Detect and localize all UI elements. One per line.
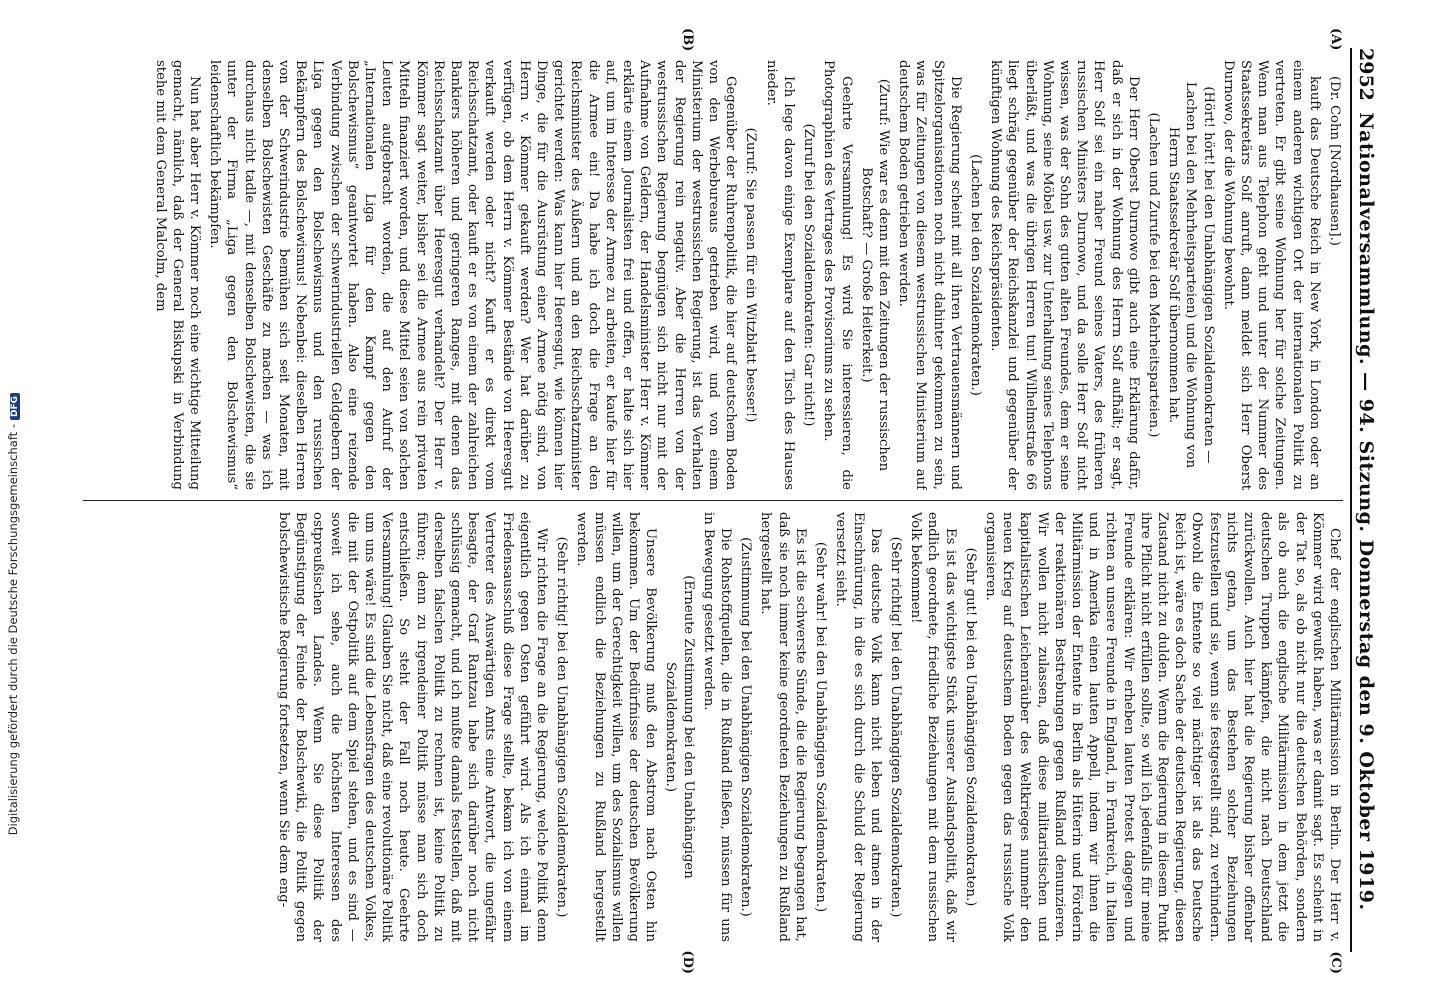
right-text-column	[83, 512, 1343, 942]
paragraph: Nun hat aber Herr v. Kömmer noch eine wichtige Mitteilung gemacht, nämlich, daß der General Biskupski in Verbindung stehe mit dem General Malcolm, dem	[152, 60, 202, 490]
document-page	[65, 20, 1395, 980]
paragraph: (Dr. Cohn [Nordhausen].)	[1327, 76, 1342, 246]
interjection: (Zuruf bei den Sozialdemokraten: Gar nicht!)	[801, 123, 817, 427]
interjection: (Sehr gut! bei den Unabhängigen Sozialdemokraten.)	[962, 547, 978, 907]
interjection: (Zuruf: Wie war es denn mit den Zeitungen der russischen Botschaft? — Große Heiterkeit.)	[858, 78, 891, 472]
margin-marker-c: (C)	[1328, 951, 1343, 974]
paragraph: Chef der englischen Militärmission in Berlin. Der Herr v. Kömmer wird gewußt haben, was er damit sagt. Es scheint in der Tat so, als ob nicht nur die deutschen Behörden, sondern als ob auch die englische Militärmission in dem jetzt die deutschen Truppen kämpfen, die nicht nach Deutschland zurückwollen. Auch hier hat die Regierung bisher offenbar nichts getan, um das Bestehen solcher Beziehungen festzustellen und sie, wenn sie festgestellt sind, zu verhindern. Obwohl die Entente so viel mächtiger ist als das Deutsche Reich ist, wäre es doch Sache der deutschen Regierung, diesen Zustand nicht zu dulden. Wenn die Regierung in diesem Punkt ihre Pflicht nicht erfüllen sollte, so will ich jedenfalls für meine Freunde erklären: Wir erheben lauten Protest dagegen und richten an unsere Freunde in England, in Frankreich, in Italien und in Amerika einen lauten Appell, indem wir ihnen die Militärmission der Entente in Berlin als Hüterin und Förderin der reaktionären Bestrebungen gegen Rußland denunzieren. Wir wollen nicht zulassen, daß diese militaristischen und kapitalistischen Leichenräuber des Weltkrieges nunmehr den neuen Krieg auf deutschem Boden gegen das russische Volk organisieren.	[982, 512, 1342, 942]
interjection: (Zuruf: Sie passen für ein Witzblatt besser!)	[743, 127, 759, 423]
paragraph: Das deutsche Volk kann nicht leben und atmen in der Einschnürung, in die es sich durch die Schuld der Regierung versetzt sieht.	[833, 512, 883, 942]
page-title: Nationalversammlung. — 94. Sitzung. Donnerstag den 9. Oktober 1919.	[1355, 112, 1377, 911]
interjection: (Lachen bei den Sozialdemokraten.)	[967, 154, 983, 396]
paragraph: Der Herr Oberst Durnowo gibt auch eine Erklärung dafür, daß er sich in der Wohnung des Herrn Solf aufhält; er sagt, Herr Solf sei ein naher Freund seines Vaters, des früheren russischen Ministers Durnowo, und da solle Herr Solf nicht wissen, was der Sohn des guten alten Freundes, dem er seine Wohnung, seine Möbel usw. zur Unterhaltung seines Telephons überläßt, und was die übrigen Herren tun! Wilhelmstraße 66 liegt schräg gegenüber der Reichskanzlei und gegenüber der künftigen Wohnung des Reichspräsidenten.	[988, 60, 1141, 490]
paragraph: Wir richten die Frage an die Regierung, welche Politik denn eigentlich gegen Osten geführt wird. Als ich einmal im Friedensausschuß diese Frage stellte, bekam ich von einem Vertreter des Auswärtigen Amts eine Antwort, die ungefähr besagte, der Graf Rantzau habe sich darüber noch nicht schlüssig gemacht, und ich mußte damals feststellen, daß mit derselben falschen Politik zu rechnen ist, keine Politik zu führen; denn zu irgendeiner Politik müsse man sich doch entschließen. So steht der Fall noch heute. Geehrte Versammlung! Glauben Sie nicht, daß eine revolutionäre Politik um uns wäre! Es sind die Lebensfragen des deutschen Volkes, die mit der Ostpolitik auf dem Spiel stehen, und es sind — soweit ich sehe, auch die höchsten Interessen des ostpreußischen Landes. Wenn Sie diese Politik der Begünstigung der Feinde der Bolschewiki, die Politik gegen bolschewistische Regierung fortsetzen, wenn Sie dem eng-	[276, 512, 550, 942]
digitization-credit	[0, 0, 28, 1000]
margin-marker-b: (B)	[680, 28, 695, 52]
paragraph: Unsere Bevölkerung muß den Abstrom nach Osten hin bekommen. Um der Bedürfnisse der deutschen Bevölkerung willen, um der Gerechtigkeit willen, um des Sozialismus willen müssen endlich die Beziehungen zu Rußland hergestellt werden.	[574, 512, 659, 942]
page-number: 2952	[1355, 48, 1377, 101]
interjection: (Hört! hört! bei den Unabhängigen Sozialdemokraten — Lachen bei den Mehrheitsparteien) und die Wohnung von Herrn Staatssekretär Solf übernommen hat.	[1166, 81, 1216, 469]
paragraph: Die Rohstoffquellen, die in Rußland fließen, müssen für uns in Bewegung gesetzt werden.	[700, 512, 734, 942]
paragraph: kauft das Deutsche Reich in New York, in London oder an einem anderen wichtigen Ort der internationalen Politik zu vertreten. Er gibt seine Wohnung her für solche Zeitungen. Wenn man aus Telephon geht und unter der Nummer des Staatssekretärs Solf anruft, dann meldet sich Herr Oberst Durnowo, der die Wohnung bewohnt.	[1220, 60, 1322, 490]
paragraph: Gegenüber der Ruhrenpolitik, die hier auf deutschem Boden von den Werbebureaus getrieben wird, und von einem Ministerium der westrussischen Regierung, ist das Verhalten der Regierung rein negativ. Aber die Herren von der westrussischen Regierung begnügen sich nicht nur mit der Aufnahme von Geldern, der Handelsminister Herr v. Kömmer erklärte einem Journalisten frei und offen, er halte sich hier auf, um im Interesse der Armee zu arbeiten, er kaufe hier für die Armee ein! Da habe ich doch die Frage an den Reichsminister des Äußern und an den Reichsschatzminister gerichtet werden: Was kann hier Heeresgut, wie können hier Dinge, die für die Ausrüstung einer Armee nötig sind, von Herrn v. Kömmer gekauft werden? Wer hat darüber zu verfügen, ob dem Herrn v. Kömmer Bestände von Heeresgut verkauft werden oder nicht? Kauft er es direkt vom Reichsschatzamt, oder kauft er es von einem der zahlreichen Bankiers höheren und geringeren Ranges, mit denen das Reichsschatzamt über Heeresgut verhandelt? Der Herr v. Kömmer sagt weiter, bisher sei die Armee aus rein privaten Mitteln finanziert worden, und diese Mittel seien von solchen Leuten aufgebracht worden, die auf den Aufruf der „Internationalen Liga für den Kampf gegen den Bolschewismus“ geantwortet haben. Also eine reizende Verbindung zwischen der schwerindustriellen Geldgebern der Liga gegen den Bolschewismus und den russischen Bekämpfern des Bolschewismus! Nebenbei: dieselben Herren von der Schwerindustrie bemühen sich seit Monaten, mit denselben Bolschewisten Geschäfte zu machen — was ich durchaus nicht tadle —, mit denselben Bolschewisten, die sie unter der Firma „Liga gegen den Bolschewismus“ leidenschaftlich bekämpfen.	[207, 60, 739, 490]
page-header	[1350, 48, 1385, 952]
interjection: (Zustimmung bei den Unabhängigen Sozialdemokraten.)	[738, 537, 754, 917]
interjection: (Erneute Zustimmung bei den Unabhängigen Sozialdemokraten.)	[663, 575, 696, 879]
interjection: (Lachen und Zurufe bei den Mehrheitsparteien.)	[1145, 112, 1161, 438]
interjection: (Sehr richtig! bei den Unabhängigen Sozialdemokraten.)	[887, 536, 903, 918]
credit-label: Digitalisierung gefördert durch die Deutsche Forschungsgemeinschaft -	[6, 424, 20, 836]
dfg-logo: DFG	[10, 393, 20, 420]
scan-frame	[55, 0, 1405, 1000]
left-text-column	[83, 60, 1343, 490]
credit-text	[6, 393, 20, 993]
margin-marker-a: (A)	[1328, 28, 1343, 51]
paragraph: Geehrte Versammlung! Es wird Sie interessieren, die Photographien des Vertrages des Provisoriums zu sehen.	[821, 60, 854, 490]
paragraph: Ich lege davon einige Exemplare auf den Tisch des Hauses nieder.	[763, 60, 796, 490]
margin-marker-d: (D)	[680, 950, 695, 974]
column-divider	[83, 500, 1343, 501]
paragraph: Die Regierung scheint mit all ihren Vertrauensmännern und Spitzelorganisationen noch nicht dahinter gekommen zu sein, was für Zeitungen von diesem westrussischen Ministerium auf deutschem Boden getrieben werden.	[896, 60, 963, 490]
paragraph: Es ist das wichtigste Stück unserer Auslandspolitik, daß wir endlich geordnete, friedliche Beziehungen mit dem russischen Volk bekommen!	[908, 512, 958, 942]
interjection: (Sehr richtig! bei den Unabhängigen Sozialdemokraten.)	[554, 536, 570, 918]
interjection: (Sehr wahr! bei den Unabhängigen Sozialdemokraten.)	[813, 541, 829, 913]
paragraph: Es ist die schwerste Sünde, die die Regierung begangen hat, daß sie noch immer keine geordneten Beziehungen zu Rußland hergestellt hat.	[758, 512, 808, 942]
